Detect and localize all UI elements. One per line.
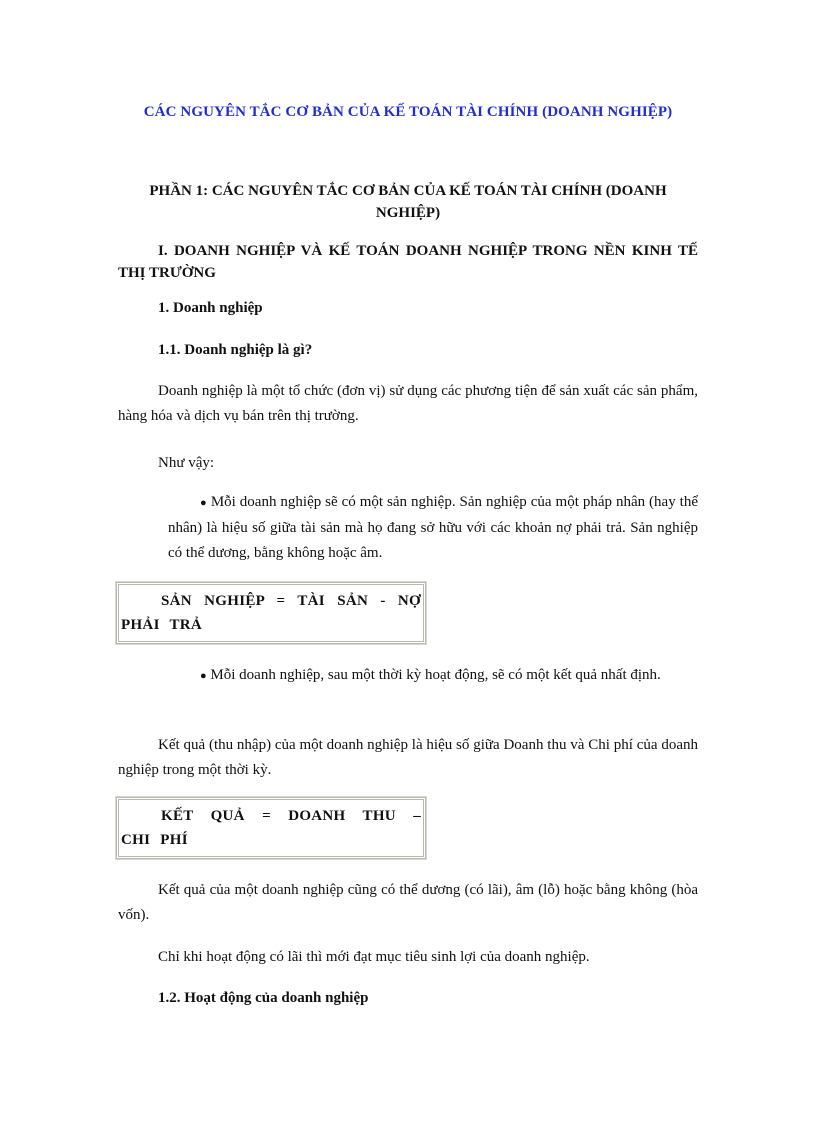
paragraph-ket-qua: Kết quả (thu nhập) của một doanh nghiệp là hiệu số giữa Doanh thu và Chi phí của doanh nghiệp trong một thời kỳ.	[118, 737, 698, 778]
formula-box-ket-qua	[116, 797, 426, 859]
heading-1: 1. Doanh nghiệp	[158, 300, 263, 316]
paragraph-chi-khi: Chỉ khi hoạt động có lãi thì mới đạt mục tiêu sinh lợi của doanh nghiệp.	[158, 949, 590, 965]
heading-1-1: 1.1. Doanh nghiệp là gì?	[158, 342, 313, 358]
bullet-dot-icon: ●	[200, 497, 207, 509]
formula-ket-qua: KẾT QUẢ = DOANH THU – CHI PHÍ	[121, 808, 421, 848]
bullet-item-2	[168, 663, 698, 689]
bullet-item-1	[168, 490, 698, 566]
section-title: I. DOANH NGHIỆP VÀ KẾ TOÁN DOANH NGHIỆP TRONG NỀN KINH TẾ THỊ TRƯỜNG	[118, 243, 698, 281]
formula-san-nghiep: SẢN NGHIỆP = TÀI SẢN - NỢ PHẢI TRẢ	[121, 593, 421, 633]
paragraph-ket-qua-2: Kết quả của một doanh nghiệp cũng có thể dương (có lãi), âm (lỗ) hoặc bằng không (hòa vốn).	[118, 882, 698, 923]
document-title: CÁC NGUYÊN TẮC CƠ BẢN CỦA KẾ TOÁN TÀI CHÍNH (DOANH NGHIỆP)	[143, 104, 673, 120]
paragraph-definition: Doanh nghiệp là một tổ chức (đơn vị) sử dụng các phương tiện để sản xuất các sản phẩm, hàng hóa và dịch vụ bán trên thị trường.	[118, 383, 698, 424]
heading-1-2: 1.2. Hoạt động của doanh nghiệp	[158, 990, 369, 1006]
part-title: PHẦN 1: CÁC NGUYÊN TẮC CƠ BẢN CỦA KẾ TOÁN TÀI CHÍNH (DOANH NGHIỆP)	[149, 183, 667, 221]
bullet-text-1: Mỗi doanh nghiệp sẽ có một sản nghiệp. Sản nghiệp của một pháp nhân (hay thể nhân) là hiệu số giữa tài sản mà họ đang sở hữu với các khoản nợ phải trả. Sản nghiệp có thể dương, bằng không hoặc âm.	[168, 494, 698, 561]
bullet-text-2: Mỗi doanh nghiệp, sau một thời kỳ hoạt động, sẽ có một kết quả nhất định.	[210, 667, 661, 683]
formula-box-san-nghiep	[116, 582, 426, 644]
bullet-dot-icon: ●	[200, 670, 207, 682]
paragraph-nhu-vay: Như vậy:	[158, 455, 215, 471]
